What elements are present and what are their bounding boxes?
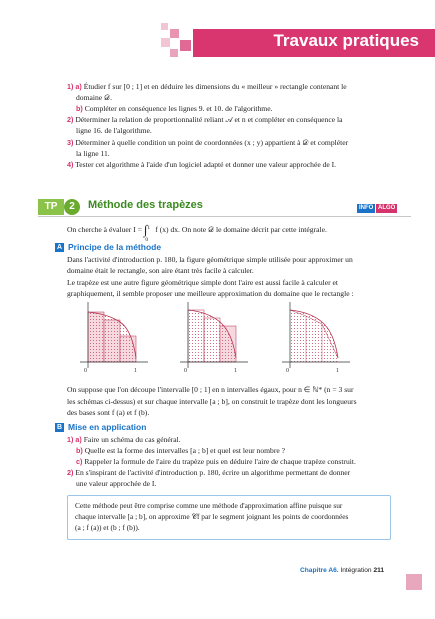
figures [68,300,398,380]
question-3-cont: la ligne 11. [76,149,110,158]
section-a-after3: des bases sont f (a) et f (b). [67,408,150,417]
tick-0-fig3: 0 [286,368,289,374]
decor-square [170,29,179,38]
curve-area-1 [88,312,136,362]
figure-upper-rectangles [180,302,248,368]
question-b1c: c) Rappeler la formule de l'aire du trapèze puis en déduire l'aire de chaque trapèze construit. [76,457,356,466]
question-b1a: 1) a) Faire un schéma du cas général. [67,435,181,444]
integral-sign: ∫ [143,222,148,237]
section-b-title: Mise en application [68,422,147,432]
page-number: 211 [373,567,385,574]
figure-trapezoids [282,302,350,368]
note-line-2: chaque intervalle [a ; b], on approxime 𝒞f par le segment joignant les points de coordonnées [75,512,349,521]
question-b2-cont: une valeur approchée de I. [76,479,157,488]
question-2: 2) Déterminer la relation de proportionnalité reliant 𝒜 et n et compléter en conséquence la [67,115,343,124]
footer-square [406,574,422,590]
tp-title: Méthode des trapèzes [88,199,203,211]
section-a-p4: graphiquement, il semble proposer une meilleure approximation du domaine que le rectangle : [67,289,354,298]
section-b-letter: B [56,424,63,431]
curve-area-2 [188,310,236,362]
note-line-1: Cette méthode peut être comprise comme une méthode d'approximation affine puisque sur [75,501,343,510]
tp-intro: On cherche à évaluer I = ∫ 1 0 f (x) dx. On note 𝒟 le domaine décrit par cette intégrale. [67,224,327,236]
note-box [67,495,391,540]
decor-square [161,38,170,47]
decor-square [161,23,168,30]
tp-number: 2 [64,199,80,215]
question-2-cont: ligne 16. de l'algorithme. [76,126,152,135]
footer-topic: Intégration [340,567,372,574]
tick-1-fig3: 1 [336,368,339,374]
section-a-after2: les schémas ci-dessus) et sur chaque intervalle [a ; b], on construit le trapèze dont les longueurs [67,397,357,406]
decor-square [180,40,191,51]
question-b1b: b) Quelle est la forme des intervalles [a ; b] et quel est leur nombre ? [76,446,286,455]
tick-0-fig2: 0 [184,368,187,374]
question-3: 3) Déterminer à quelle condition un point de coordonnées (x ; y) appartient à 𝒟 et compléter [67,138,349,147]
decor-square [170,49,178,57]
tp-divider [38,216,411,217]
question-1a-cont: domaine 𝒟. [76,93,113,102]
section-a-title: Principe de la méthode [68,242,162,252]
info-tag: INFO [359,205,374,211]
question-b2: 2) En s'inspirant de l'activité d'introduction p. 180, écrire un algorithme permettant de donner [67,468,351,477]
tick-1-fig1: 1 [134,368,137,374]
page-title: Travaux pratiques [273,31,419,50]
tp-badge: TP [38,199,64,215]
section-a-after1: On suppose que l'on découpe l'intervalle [0 ; 1] en n intervalles égaux, pour n ∈ ℕ* (n = 3 sur [67,385,354,394]
tick-0-fig1: 0 [84,368,87,374]
tick-1-fig2: 1 [234,368,237,374]
algo-tag: ALGO [378,205,396,211]
question-4: 4) Tester cet algorithme à l'aide d'un logiciel adapté et donner une valeur approchée de I. [67,160,337,169]
integral-upper: 1 [147,225,151,231]
footer-chapter: Chapitre A6. [300,567,339,574]
page-footer [300,567,384,574]
question-1a: 1) a) Étudier f sur [0 ; 1] et en déduire les dimensions du « meilleur » rectangle contenant le [67,82,347,91]
integral-lower: 0 [145,237,149,243]
curve-area-3 [290,310,338,362]
figure-rectangles [80,302,148,368]
section-a-p3: Le trapèze est une autre figure géométrique simple dont l'aire est aussi facile à calculer et [67,278,339,287]
note-line-3: (a ; f (a)) et (b ; f (b)). [75,523,140,532]
section-a-p2: domaine était le rectangle, son aire étant très facile à calculer. [67,266,254,275]
section-a-letter: A [56,244,63,251]
question-1b: b) Compléter en conséquence les lignes 9. et 10. de l'algorithme. [76,104,273,113]
section-a-p1: Dans l'activité d'introduction p. 180, la figure géométrique simple utilisée pour approximer un [67,255,353,264]
